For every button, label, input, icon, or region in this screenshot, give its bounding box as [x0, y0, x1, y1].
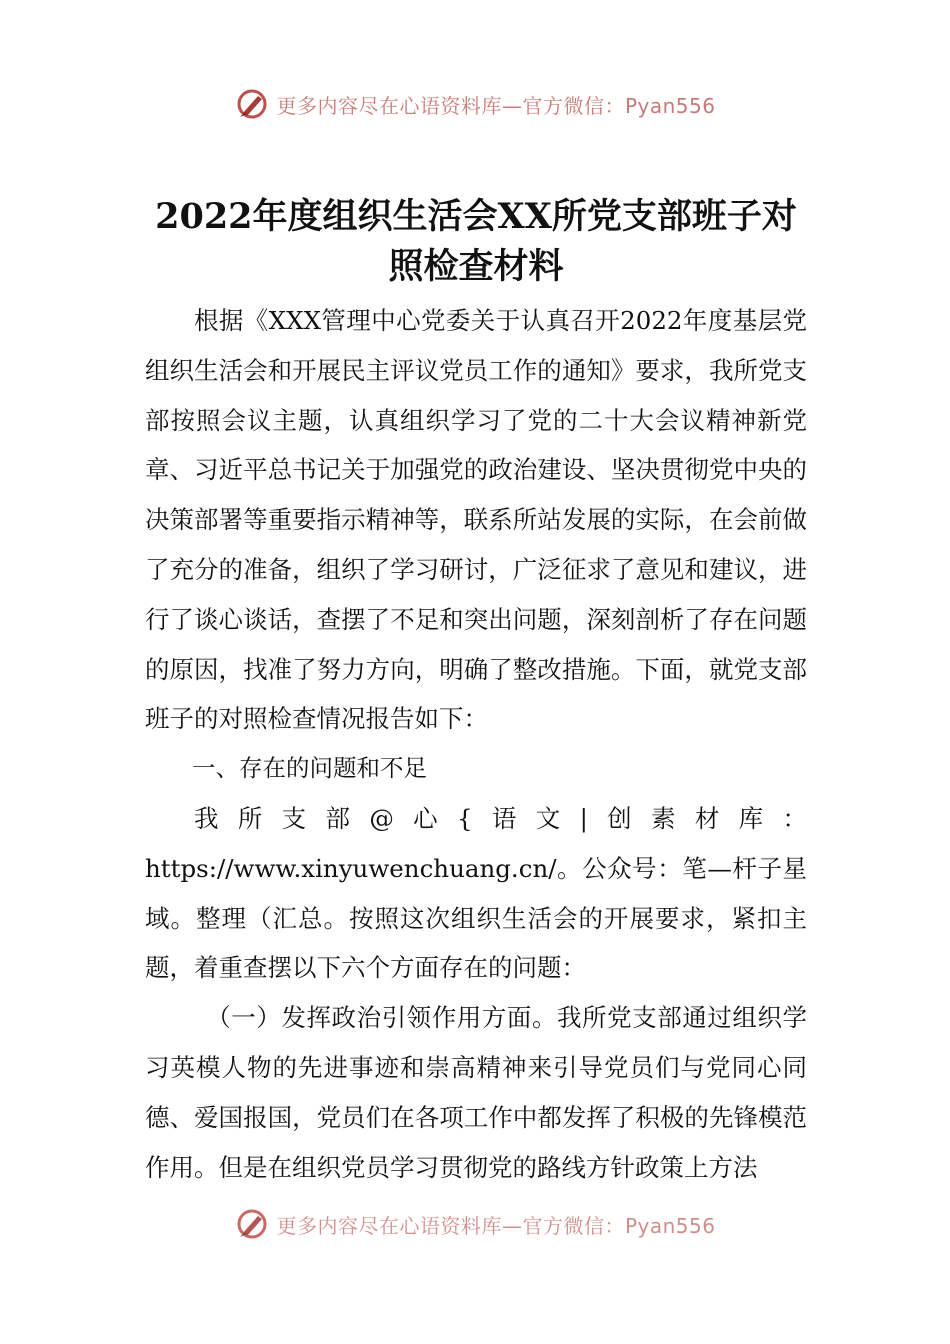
title-line-2: 照检查材料: [388, 246, 564, 287]
document-body: [145, 296, 807, 1192]
pen-logo-icon: [234, 86, 270, 122]
pen-logo-icon: [234, 1206, 270, 1242]
watermark-text: 更多内容尽在心语资料库—官方微信：Pyan556: [276, 1213, 716, 1238]
document-title: [145, 192, 807, 292]
section-heading-1: 一、存在的问题和不足: [192, 754, 427, 783]
paragraph-political-guidance: （一）发挥政治引领作用方面。我所党支部通过组织学习英模人物的先进事迹和崇高精神来引导党员们与党同心同德、爱国报国，党员们在各项工作中都发挥了积极的先锋模范作用。但是在组织党员学习贯彻党的路线方针政策上方法: [145, 1003, 807, 1182]
paragraph-intro: 根据《XXX管理中心党委关于认真召开2022年度基层党组织生活会和开展民主评议党员工作的通知》要求，我所党支部按照会议主题，认真组织学习了党的二十大会议精神新党章、习近平总书记关于加强党的政治建设、坚决贯彻党中央的决策部署等重要指示精神等，联系所站发展的实际，在会前做了充分的准备，组织了学习研讨，广泛征求了意见和建议，进行了谈心谈话，查摆了不足和突出问题，深刻剖析了存在问题的原因，找准了努力方向，明确了整改措施。下面，就党支部班子的对照检查情况报告如下：: [145, 306, 807, 734]
title-line-1: 2022年度组织生活会XX所党支部班子对: [155, 196, 797, 237]
header-watermark: [0, 86, 950, 122]
paragraph-problems-intro: 我所支部@心{语文|创素材库：https://www.xinyuwenchuang.cn/。公众号：笔—杆子星域。整理（汇总。按照这次组织生活会的开展要求，紧扣主题，着重查摆以下六个方面存在的问题：: [145, 803, 807, 983]
footer-watermark: [0, 1206, 950, 1242]
watermark-text: 更多内容尽在心语资料库—官方微信：Pyan556: [276, 93, 716, 118]
